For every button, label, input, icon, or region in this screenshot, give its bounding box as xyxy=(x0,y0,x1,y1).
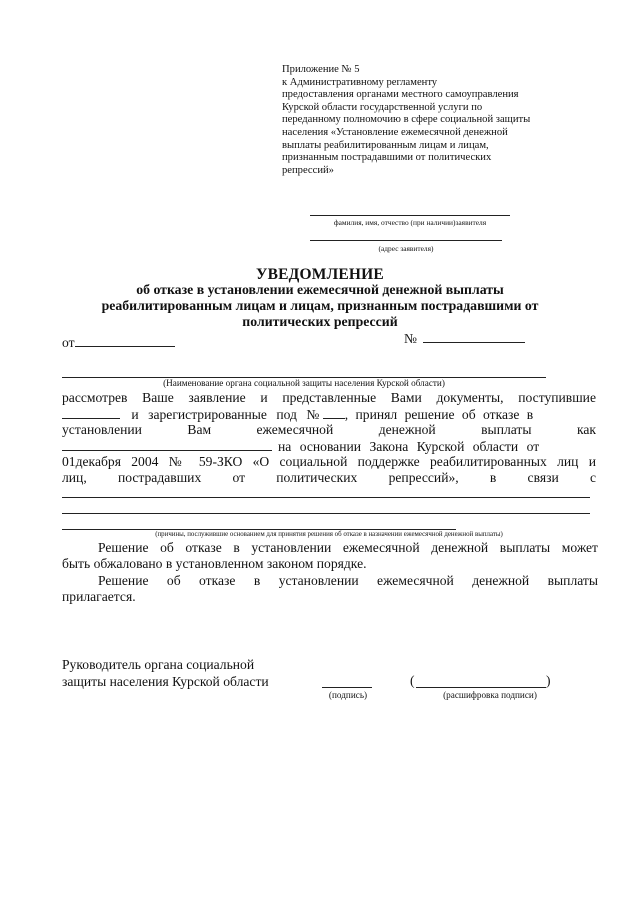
registration-number-field[interactable] xyxy=(323,406,345,419)
paragraph-appeal xyxy=(62,540,598,571)
open-paren: ( xyxy=(410,673,415,688)
signature-caption: (подпись) xyxy=(328,690,368,700)
applicant-address-caption: (адрес заявителя) xyxy=(378,244,434,253)
subtitle-line: политических репрессий xyxy=(242,314,398,329)
organ-caption: (Наименование органа социальной защиты населения Курской области) xyxy=(163,378,445,388)
annex-line: переданному полномочию в сфере социальной защиты xyxy=(282,114,531,126)
subtitle-line: реабилитированным лицам и лицам, признанным пострадавшими от xyxy=(101,298,539,313)
body-line: установлении Вам ежемесячной денежной выплаты как xyxy=(62,422,596,437)
annex-line: Курской области государственной услуги по xyxy=(282,101,483,113)
annex-line: репрессий» xyxy=(282,164,334,176)
applicant-name-caption: фамилия, имя, отчество (при наличии)заявителя xyxy=(333,218,487,227)
reasons-field-line[interactable] xyxy=(62,513,590,514)
head-title-line: Руководитель органа социальной xyxy=(62,657,255,672)
from-label: от xyxy=(62,335,75,350)
body-text-segment: на основании Закона Курской области от xyxy=(278,439,540,454)
number-field[interactable] xyxy=(423,330,525,343)
body-text-segment: и зарегистрированные под № xyxy=(131,407,320,422)
close-paren: ) xyxy=(546,673,551,688)
annex-line: выплаты реабилитированным лицам и лицам, xyxy=(282,139,489,151)
decode-caption: (расшифровка подписи) xyxy=(443,690,537,700)
body-line: 01декабря 2004 № 59-ЗКО «О социальной поддержке реабилитированных лиц и xyxy=(62,454,596,469)
subtitle-line: об отказе в установлении ежемесячной денежной выплаты xyxy=(136,282,504,297)
appeal-line: быть обжаловано в установленном законом порядке. xyxy=(62,555,367,571)
reasons-caption: (причины, послужившие основанием для принятия решения об отказе в назначении ежемесячной денежной выплаты) xyxy=(155,531,503,538)
signature-field[interactable] xyxy=(322,687,372,688)
attached-line: прилагается. xyxy=(62,588,136,604)
body-line: рассмотрев Ваше заявление и представленные Вами документы, поступившие xyxy=(62,390,596,405)
reasons-field-line[interactable] xyxy=(62,497,590,498)
annex-line: к Административному регламенту xyxy=(282,76,438,88)
reasons-field-line[interactable] xyxy=(62,529,456,530)
annex-line: населения «Установление ежемесячной денежной xyxy=(282,126,508,138)
annex-line: предоставления органами местного самоуправления xyxy=(282,89,519,101)
number-row xyxy=(404,330,525,347)
applicant-name-field[interactable] xyxy=(310,215,510,216)
body-text-segment: , принял решение об отказе в xyxy=(344,407,534,422)
head-title xyxy=(62,656,269,690)
category-field[interactable] xyxy=(62,438,272,451)
annex-line: Приложение № 5 xyxy=(282,64,360,75)
signature-decode-field[interactable] xyxy=(416,687,546,688)
body-line-2 xyxy=(62,406,596,423)
attached-line: Решение об отказе в установлении ежемесячной денежной выплаты xyxy=(98,573,598,588)
date-row xyxy=(62,334,175,351)
document-subtitle xyxy=(0,282,640,330)
body-line: лиц, пострадавших от политических репрессий», в связи с xyxy=(62,470,596,485)
date-field[interactable] xyxy=(75,334,175,347)
annex-block xyxy=(282,64,572,177)
body-line-4 xyxy=(62,438,596,455)
paragraph-attached xyxy=(62,573,598,604)
applicant-address-field[interactable] xyxy=(310,240,502,241)
appeal-line: Решение об отказе в установлении ежемесячной денежной выплаты может xyxy=(98,540,598,555)
document-title: УВЕДОМЛЕНИЕ xyxy=(256,266,384,283)
number-label: № xyxy=(404,331,417,346)
received-date-field[interactable] xyxy=(62,406,120,419)
annex-line: признанным пострадавшими от политических xyxy=(282,152,492,164)
head-title-line: защиты населения Курской области xyxy=(62,674,269,689)
